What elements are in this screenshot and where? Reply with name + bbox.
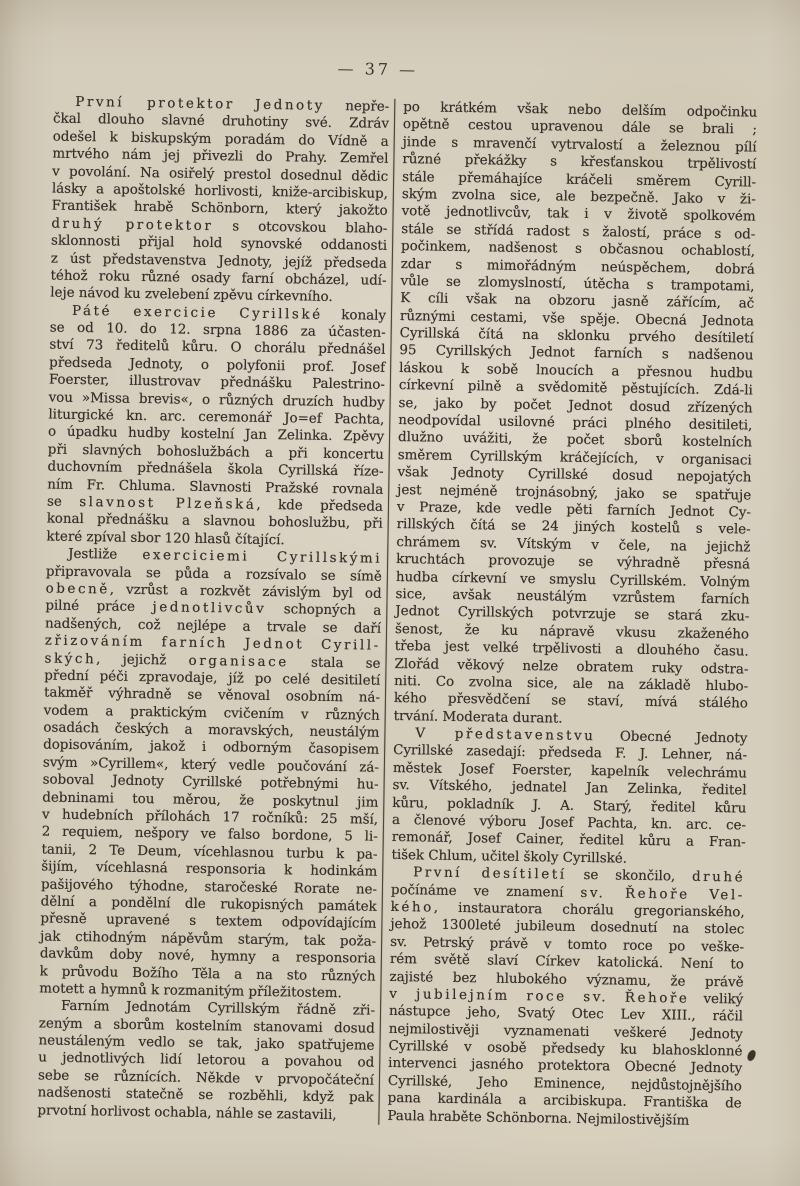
text-line: rém světě slaví Církev katolická. Není to (389, 952, 744, 973)
text-line: Cyrillská čítá na sklonku prvého desítiletí (399, 326, 754, 347)
text-line: přesně upravené s textem odpovídajícím (40, 911, 377, 933)
text-line: 95 Cyrillských Jednot farních s nadšenou (399, 343, 754, 365)
text-line: stále přemáhajíce kráčeli směrem Cyrill- (402, 169, 757, 191)
text-line: se slavnost Plzeňská, kde předseda (46, 494, 384, 515)
text-line: počinkem, nadšenost s občasnou ochablostí, (400, 239, 756, 260)
text-line: jinde s mravenčí vytrvalostí a železnou pílí (402, 134, 757, 156)
text-line: sv. Petrský právě v tomto roce po veške- (390, 934, 745, 956)
text-line: zdar s mimořádným neúspěchem, dobrá (400, 256, 755, 278)
text-line: 2 requiem, nešpory ve falso bordone, 5 li- (41, 824, 378, 846)
text-line: kůru, pokladník J. A. Starý, ředitel kůru (392, 795, 747, 817)
text-line: z úst představenstva Jednoty, jejíž předseda (50, 251, 387, 272)
text-columns (35, 93, 757, 1130)
text-line: K cíli však na obzoru jasně zářícím, ač (400, 291, 755, 312)
text-line: tanii, 2 Te Deum, vícehlasnou turbu k pa- (41, 842, 378, 863)
text-line: duchovním přednášela škola Cyrillská říze- (47, 459, 384, 480)
text-line: trvání. Moderata durant. (393, 708, 563, 727)
text-line: intervenci jasného protektora Obecné Jednoty (388, 1056, 743, 1077)
text-line: chrámem sv. Vítským v čele, na jejichž (396, 534, 751, 556)
text-line: sice, avšak neustálým vzrůstem farních (395, 586, 750, 608)
text-line: připravovala se půda a rozsívalo se símě (45, 564, 382, 585)
text-line: k průvodu Božího Těla a na sto různých (39, 963, 376, 985)
text-line: městek Josef Foerster, kapelník velechrámu (392, 760, 747, 782)
text-line: sklonnosti přijal hold synovské oddanosti (50, 233, 388, 254)
text-line: druhý protektor s otcovskou blaho- (51, 216, 388, 237)
text-line: debninami tou měrou, že poskytnul jim (42, 790, 379, 811)
text-line: ských, jejichž organisace stala se (44, 650, 381, 672)
text-line: Foerster, illustrovav přednášku Palestrino- (48, 372, 386, 394)
text-line: remonář, Josef Cainer, ředitel kůru a Fran- (391, 830, 746, 851)
text-line: Zlořád věkový nelze obratem ruky odstra- (394, 656, 749, 678)
text-line: kého přesvědčení se staví, mívá stálého (393, 691, 749, 712)
text-line: dělní a pondělní dle rukopisných památek (40, 894, 377, 915)
text-line: láskou k sobě lnoucích a přesnou hudbu (399, 360, 754, 382)
text-line: konal přednášku a slavnou bohoslužbu, při (46, 511, 383, 533)
text-line: směrem Cyrillským kráčejících, v organisaci (397, 447, 752, 469)
text-line: jehož 1300leté jubileum dosednutí na stolec (390, 917, 745, 938)
text-line: František hrabě Schönborn, který jakožto (51, 198, 388, 220)
text-line: Páté exercicie Cyrillské konaly (71, 303, 387, 324)
text-line: dlužno uvážiti, že počet sborů kostelních (397, 430, 753, 451)
text-line: a členové výboru Josef Pachta, kn. arc. ce- (391, 812, 747, 834)
text-line: osadách českých a moravských, neustálým (43, 720, 380, 741)
text-line: odešel k biskupským poradám do Vídně a (52, 129, 389, 150)
text-line: pana kardinála a arcibiskupa. Františka de (387, 1091, 742, 1112)
right-column (379, 99, 757, 1131)
text-line: v povolání. Na osiřelý prestol dosednul dědic (52, 164, 389, 185)
text-line: Paula hraběte Schönborna. Nejmilostivějším (387, 1108, 690, 1129)
text-line: hudba církevní ve smyslu Cyrillském. Volným (395, 569, 750, 591)
text-line: Cyrillské zasedají: předseda F. J. Lehner, ná- (393, 743, 748, 764)
text-line: zeným a sborům kostelním stanovami dosud (38, 1016, 375, 1037)
text-line: zřizováním farních Jednot Cyrill- (44, 633, 381, 654)
text-line: však Jednoty Cyrillské dosud nepojatých (397, 465, 752, 486)
text-line: počínáme ve znamení sv. Řehoře Vel- (390, 882, 746, 904)
text-line: motett a hymnů k rozmanitým příležitostem. (39, 981, 342, 1002)
text-line: nejmilostivěji vyznamenati veškeré Jednoty (388, 1021, 743, 1043)
text-line: votě jednotlivcův, tak i v životě spolkovém (401, 204, 756, 225)
page-scan (35, 55, 758, 1131)
text-line: První desítiletí se skončilo, druhé (413, 865, 746, 886)
text-line: ským zvolna sice, ale bezpečně. Jako v ži- (401, 186, 756, 208)
left-column (35, 93, 389, 1124)
text-line: nadšených, což nejlépe a trvale se daří (44, 616, 382, 637)
text-line: První protektor Jednoty nepře- (75, 94, 390, 115)
text-line: různé překážky s křesťanskou trpělivostí (402, 152, 757, 173)
text-line: ství 73 ředitelů kůru. O chorálu přednášel (49, 337, 386, 359)
text-line: se, jako by počet Jednot dosud zřízených (398, 395, 753, 417)
text-line: nadšenosti statečně se rozběhli, když pak (37, 1085, 374, 1106)
text-line: obecně, vzrůst a rozkvět závislým byl od (45, 581, 382, 602)
text-line: takměř výhradně se věnoval osobním ná- (43, 685, 381, 707)
text-line: mrtvého nám jej přivezli do Prahy. Zemřel (52, 146, 389, 167)
text-line: jest nejméně trojnásobný, jako se spatřuje (397, 482, 752, 504)
text-line: které zpíval sbor 120 hlasů čítající. (46, 529, 285, 548)
text-line: jak ctihodným nápěvům starým, tak poža- (40, 929, 377, 950)
text-line: stále se střídá radost s žalostí, práce s od- (401, 221, 756, 243)
text-line: o úpadku hudby kostelní Jan Zelinka. Zpěvy (47, 424, 385, 446)
text-line: Cyrillské, Jeho Eminence, nejdůstojnějšího (387, 1073, 743, 1095)
page-number: — 37 — (337, 58, 419, 80)
text-line: liturgické kn. arc. ceremonář Jo=ef Pachta, (48, 407, 385, 428)
text-line: různými cestami, vše spěje. Obecná Jednota (399, 308, 755, 330)
text-line: sebe se různících. Někde v prvopočáteční (37, 1068, 375, 1089)
text-line: zajisté bez hlubokého významu, že právě (389, 969, 744, 991)
text-line: dopisováním, jakož i odborným časopisem (43, 737, 380, 759)
text-line: neustáleným vedlo se tak, jako spatřujeme (38, 1033, 375, 1054)
text-line: přední péči zpravodaje, jíž po celé desitiletí (44, 668, 381, 689)
text-line: Cyrillské v osobě předsedy ku blahosklonné (388, 1039, 743, 1060)
text-line: šenost, že ku nápravě vkusu zkaženého (394, 621, 750, 643)
text-line: tišek Chlum, učitel školy Cyrillské. (391, 847, 628, 867)
text-line: opětně cestou upravenou dále se brali ; (402, 117, 758, 138)
text-line: v Praze, kde vedle pěti farních Jednot Cy- (396, 499, 752, 521)
text-line: ním Fr. Chluma. Slavnosti Pražské rovnala (47, 477, 384, 498)
text-line: V představenstvu Obecné Jednoty (415, 726, 748, 747)
text-line: sv. Vítského, jednatel Jan Zelinka, ředitel (392, 778, 747, 799)
text-line: v hudebních přílohách 17 ročníků: 25 mší, (41, 807, 379, 828)
text-line: čkal dlouho slavné druhotiny své. Zdráv (52, 111, 390, 133)
text-line: soboval Jednoty Cyrillské potřebnými hu- (42, 772, 379, 793)
text-line: šijím, vícehlasná responsoria k hodinkám (41, 859, 378, 880)
text-line: Jestliže exerciciemi Cyrillskými (68, 546, 383, 567)
text-line: lásky a apoštolské horlivosti, kniže-arcibiskup, (51, 181, 389, 202)
text-line: třeba jest velké trpělivosti a dlouhého času. (394, 639, 749, 660)
text-line: niti. Co zvolna sice, ale na základě hlubo- (394, 673, 749, 695)
text-line: nástupce jeho, Svatý Otec Lev XIII., ráčil (388, 1004, 744, 1025)
text-line: vou »Missa brevis«, o různých druzích hudby (48, 390, 385, 411)
text-line: vůle se zlomyslností, útěcha s trampotami, (400, 273, 755, 295)
text-line: prvotní horlivost ochabla, náhle se zastavili, (37, 1103, 337, 1123)
text-line: kruchtách provozuje se výhradně přesná (396, 552, 751, 573)
text-line: pašijového týhodne, staročeské Rorate ne- (40, 877, 378, 898)
text-line: se od 10. do 12. srpna 1886 za účasten- (49, 320, 386, 341)
text-line: leje návod ku zvelebení zpěvu církevního. (50, 285, 333, 306)
text-line: u jednotlivých lidí letorou a povahou od (38, 1050, 375, 1072)
text-line: pilné práce jednotlivcův schopných a (45, 598, 382, 620)
text-line: svým »Cyrillem«, který vedle poučování zá- (42, 755, 379, 776)
text-line: téhož roku různé osady farní obcházel, udí- (50, 268, 387, 289)
text-line: při slavných bohoslužbách a při koncertu (47, 442, 384, 463)
text-line: kého, instauratora chorálu gregorianského, (390, 899, 745, 921)
text-line: předseda Jednoty, o polyfonii prof. Josef (49, 355, 386, 376)
text-line: neodpovídal usilovné práci plného desitileti, (398, 413, 753, 434)
text-line: davkům doby nové, hymny a responsoria (39, 946, 376, 967)
text-line: Jednot Cyrillských potvrzuje se stará zku- (395, 604, 750, 625)
text-line: vodem a praktickým cvičením v různých (43, 703, 380, 724)
text-line: církevní pilně a svědomitě pěstujících. Zdá-li (398, 378, 753, 399)
text-line: rillských čítá se 24 jiných kostelů s vele- (396, 517, 751, 538)
text-line: Farním Jednotám Cyrillským řádně zři- (60, 999, 376, 1020)
text-line: v jubilejním roce sv. Řehoře veliký (389, 986, 744, 1008)
text-line: po krátkém však nebo delším odpočinku (403, 100, 758, 121)
